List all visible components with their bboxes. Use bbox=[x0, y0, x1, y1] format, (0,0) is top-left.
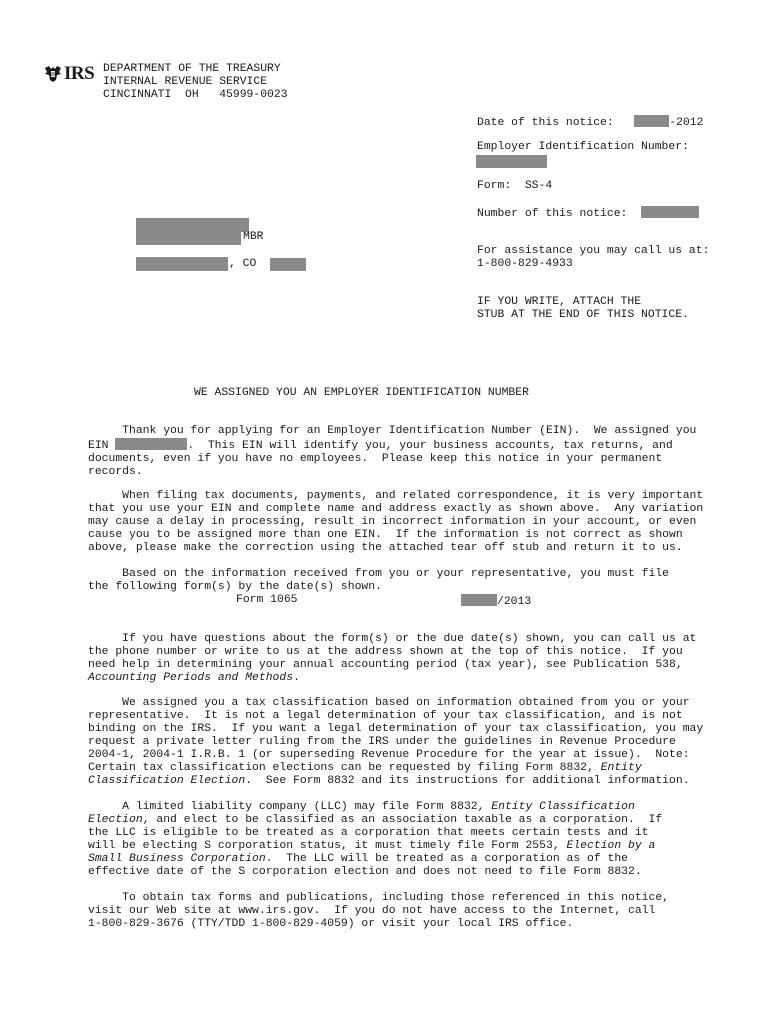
paragraph-ein-assigned: Thank you for applying for an Employer Identification Number (EIN). We assigned you EIN . This EIN will identify you, your business accounts, tax returns, and documents, even if you have no employees. Please keep this notice in your permanent records. bbox=[88, 425, 697, 478]
write-instruction-1: IF YOU WRITE, ATTACH THE bbox=[477, 296, 642, 308]
redacted-date bbox=[634, 115, 669, 127]
redacted-zip bbox=[270, 258, 306, 271]
paragraph-tax-forms: To obtain tax forms and publications, including those referenced in this notice, visit our Web site at www.irs.gov. If you do not have access to the Internet, call 1-800-829-3676 (TTY/TDD 1-800-829-4059) or visit your local IRS office. bbox=[88, 892, 670, 930]
redacted-notice-number bbox=[641, 206, 699, 218]
paragraph-based-on: Based on the information received from you or your representative, you must file the following form(s) by the date(s) shown. bbox=[88, 568, 670, 593]
redacted-name-1 bbox=[136, 218, 249, 232]
write-instruction-2: STUB AT THE END OF THIS NOTICE. bbox=[477, 309, 689, 321]
notice-heading: WE ASSIGNED YOU AN EMPLOYER IDENTIFICATION NUMBER bbox=[194, 387, 529, 399]
notice-number: Number of this notice: bbox=[477, 206, 699, 221]
paragraph-llc: A limited liability company (LLC) may file Form 8832, Entity Classification Election, and elect to be classified as an association taxable as a corporation. If the LLC is eligible to be treated as a corporation that meets certain tests and it will be electing S corporation status, it must timely file Form 2553, Election by a Small Business Corporation. The LLC will be treated as a corporation as of the effective date of the S corporation election and does not need to file Form 8832. bbox=[88, 801, 663, 878]
redacted-ein bbox=[476, 155, 547, 168]
agency-line-2: INTERNAL REVENUE SERVICE bbox=[103, 76, 268, 88]
form-due-date: /2013 bbox=[461, 594, 531, 609]
form-due-name: Form 1065 bbox=[236, 594, 298, 606]
redacted-name-2 bbox=[136, 231, 241, 245]
address-mbr: MBR bbox=[243, 231, 264, 243]
agency-line-1: DEPARTMENT OF THE TREASURY bbox=[103, 63, 281, 75]
redacted-ein-inline bbox=[115, 438, 187, 450]
address-state: , CO bbox=[229, 258, 257, 270]
paragraph-tax-classification: We assigned you a tax classification based on information obtained from you or your representative. It is not a legal determination of your tax classification, and is not binding on the IRS. If you want a legal determination of your tax classification, you may request a private letter ruling from the IRS under the guidelines in Revenue Procedure 2004-1, 2004-1 I.R.B. 1 (or superseding Revenue Procedure for the year at issue). Note: Certain tax classification elections can be requested by filing Form 8832, Entity Classification Election. See Form 8832 and its instructions for additional information. bbox=[88, 697, 704, 787]
irs-logo-text: IRS bbox=[64, 63, 95, 84]
notice-date: Date of this notice: -2012 bbox=[477, 117, 704, 129]
paragraph-questions: If you have questions about the form(s) or the due date(s) shown, you can call us at the phone number or write to us at the address shown at the top of this notice. If you need help in determining your annual accounting period (tax year), see Publication 538, Accounting Periods and Methods. bbox=[88, 633, 697, 684]
paragraph-filing: When filing tax documents, payments, and related correspondence, it is very important that you use your EIN and complete name and address exactly as shown above. Any variation may cause a delay in processing, result in incorrect information in your account, or even cause you to be assigned more than one EIN. If the information is not correct as shown above, please make the correction using the attached tear off stub and return it to us. bbox=[88, 490, 704, 554]
redacted-city bbox=[136, 257, 228, 271]
irs-logo bbox=[43, 63, 99, 85]
ein-label: Employer Identification Number: bbox=[477, 141, 689, 153]
assistance-text: For assistance you may call us at: bbox=[477, 245, 710, 257]
assistance-phone: 1-800-829-4933 bbox=[477, 258, 573, 270]
form-label: Form: SS-4 bbox=[477, 180, 553, 192]
eagle-icon bbox=[43, 65, 63, 83]
redacted-due-date bbox=[461, 594, 497, 606]
agency-address-line: CINCINNATI OH 45999-0023 bbox=[103, 89, 288, 101]
